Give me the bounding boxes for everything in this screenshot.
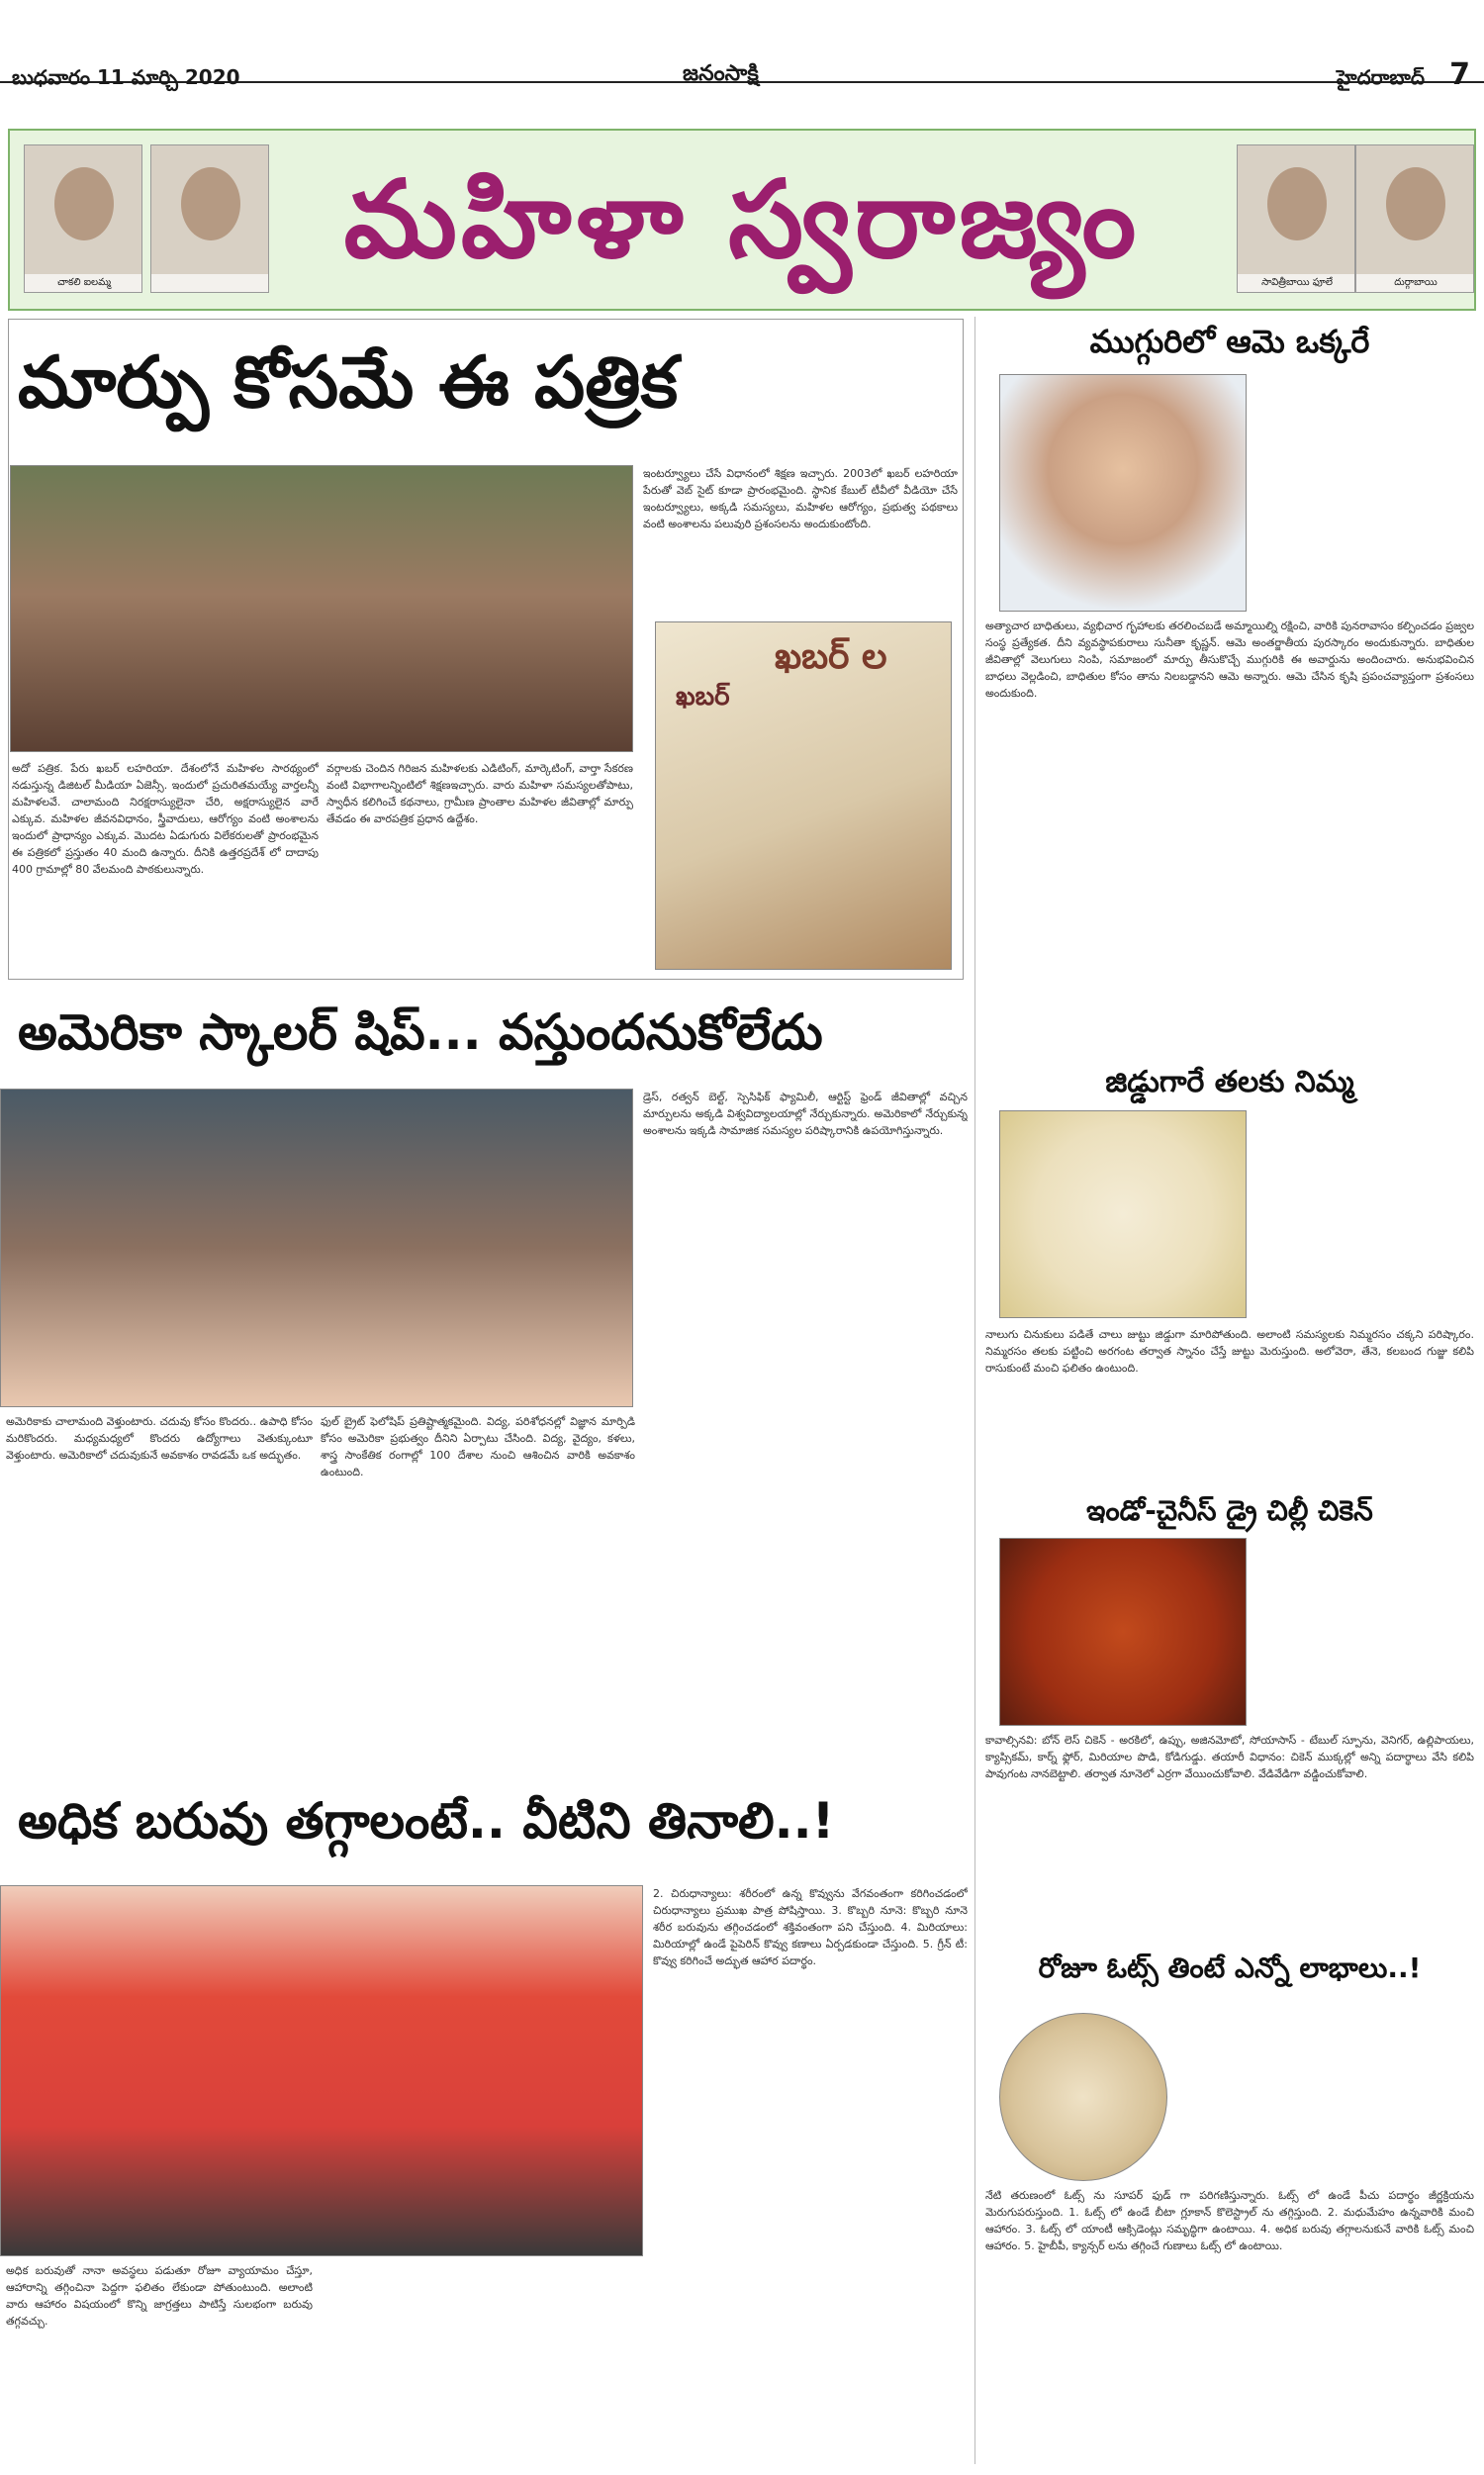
- newspaper-text: ఖబర్: [676, 682, 730, 712]
- chicken-body: కావాల్సినవి: బోన్ లెస్ చికెన్ - అరకిలో, ఉప్పు, అజినమోటో, సోయాసాస్ - టేబుల్ స్పూను, వెనిగర్, ఉల్లిపాయలు, క్యాప్సికమ్, కార్న్ ఫ్లోర్, మిరియాల పొడి, కోడిగుడ్డు. తయారీ విధానం: చికెన్ ముక్కల్లో అన్ని పదార్థాలు వేసి కలిపి పావుగంట నానబెట్టాలి. తర్వాత నూనెలో ఎర్రగా వేయించుకోవాలి. వేడివేడిగా వడ్డించుకోవాలి.: [985, 1734, 1474, 1780]
- photo-measuring-tape: [0, 1885, 643, 2256]
- headline-weight: అధిక బరువు తగ్గాలంటే.. వీటిని తినాలి..!: [18, 1792, 835, 1850]
- portrait-1: చాకలి ఐలమ్మ: [24, 144, 142, 293]
- scholarship-col-1: అమెరికాకు చాలామంది వెళ్తుంటారు. చదువు కోసం కొందరు.. ఉపాధి కోసం మరికొందరు. మధ్యమధ్యలో కొందరు ఉద్యోగాలు వెతుక్కుంటూ వెళ్తుంటారు. అమెరికాలో చదువుకునే అవకాశం రావడమే ఒక అద్భుతం.: [6, 1415, 313, 1462]
- headline-scholarship: అమెరికా స్కాలర్ షిప్... వస్తుందనుకోలేదు: [18, 1003, 823, 1061]
- portrait-4: దుర్గాబాయి: [1355, 144, 1474, 293]
- photo-oats-bowl: [999, 2013, 1167, 2181]
- headline-chicken: ఇండో-చైనీస్ డ్రై చిల్లీ చికెన్: [1086, 1494, 1373, 1527]
- portrait-2: [150, 144, 269, 293]
- scholarship-col-3: డ్రెస్, రత్వన్ బెల్ట్, స్పెసిఫిక్ ఫ్యామిలీ, ఆర్టిస్ట్ ఫ్రెండ్ జీవితాల్లో వచ్చిన మార్పులను అక్కడి విశ్వవిద్యాలయాల్లో నేర్చుకున్నారు. అమెరికాలో నేర్చుకున్న అంశాలను ఇక్కడి సామాజిక సమస్యల పరిష్కారానికి ఉపయోగిస్తున్నారు.: [643, 1091, 968, 1137]
- headline-patrika: మార్పు కోసమే ఈ పత్రిక: [18, 340, 679, 424]
- photo-khabar-newspaper: [655, 621, 952, 970]
- page-number: 7: [1449, 57, 1470, 92]
- photo-lemon-bowl: [999, 1110, 1247, 1318]
- patrika-col-2: వర్గాలకు చెందిన గిరిజన మహిళలకు ఎడిటింగ్, మార్కెటింగ్, వార్తా సేకరణ వంటి విభాగాలన్నింటిలో శిక్షణఇచ్చారు. వారు మహిళా సమస్యలతోపాటు, స్వాధీన కలిగించే కథనాలు, గ్రామీణ ప్రాంతాల మహిళల జీవితాల్లో మార్పు తేవడం ఈ వారపత్రిక ప్రధాన ఉద్దేశం.: [326, 762, 633, 825]
- page-header: [0, 0, 1484, 92]
- column-divider: [974, 317, 975, 2464]
- edition-city: హైదరాబాద్: [1336, 65, 1425, 89]
- muggurilo-body: అత్యాచార బాధితులు, వ్యభిచార గృహాలకు తరలించబడే అమ్మాయిల్ని రక్షించి, వారికి పునరావాసం కల్పించడం ప్రజ్వల సంస్థ ప్రత్యేకత. దీని వ్యవస్థాపకురాలు సునీతా కృష్ణన్. ఆమె అంతర్జాతీయ పురస్కారం అందుకున్నారు. బాధితుల జీవితాల్లో వెలుగులు నింపి, సమాజంలో మార్పు తీసుకొచ్చే ముగ్గురికి ఈ అవార్డును అందించారు. అనుభవించిన బాధలు వెల్లడించి, బాధితుల కోసం తాను నిలబడ్డానని ఆమె అన్నారు. ఆమె చేసిన కృషి ప్రపంచవ్యాప్తంగా ప్రశంసలు అందుకుంది.: [985, 619, 1474, 700]
- photo-sunitha: [999, 374, 1247, 612]
- scholarship-col-2: ఫుల్ బ్రైట్ ఫెలోషిప్ ప్రతిష్టాత్మకమైంది. విద్య, పరిశోధనల్లో విజ్ఞాన మార్పిడి కోసం అమెరికా ప్రభుత్వం దీనిని ఏర్పాటు చేసింది. విద్య, వైద్యం, కళలు, శాస్త్ర సాంకేతిక రంగాల్లో 100 దేశాల నుంచి ఆశించిన వారికి అవకాశం ఉంటుంది.: [321, 1415, 635, 1478]
- issue-date: బుధవారం 11 మార్చి 2020: [12, 65, 240, 89]
- headline-oats: రోజూ ఓట్స్ తింటే ఎన్నో లాభాలు..!: [1038, 1951, 1422, 1984]
- section-title: మహిళా స్వరాజ్యం: [343, 157, 1141, 282]
- patrika-col-1: అదో పత్రిక. పేరు ఖబర్ లహరియా. దేశంలోనే మహిళల సారథ్యంలో నడుస్తున్న డిజిటల్ మీడియా ఏజెన్సీ. ఇందులో ప్రచురితమయ్యే వార్తలన్నీ మహిళలవే. చాలామంది నిరక్షరాస్యులైనా చేరి, అక్షరాస్యులైన వారే ఎక్కువ. మహిళల జీవనవిధానం, స్త్రీవాదులు, ఆరోగ్యం వంటి అంశాలను ఇందులో ప్రాధాన్యం ఎక్కువ. మొదట ఏడుగురు విలేకరులతో ప్రారంభమైన ఈ పత్రికలో ప్రస్తుతం 40 మంది ఉన్నారు. దీనికి ఉత్తరప్రదేశ్ లో దాదాపు 400 గ్రామాల్లో 80 వేలమంది పాఠకులున్నారు.: [12, 762, 319, 876]
- newspaper-logo: జనంసాక్షి: [683, 61, 759, 86]
- weight-col-2: 2. చిరుధాన్యాలు: శరీరంలో ఉన్న కొవ్వును వేగవంతంగా కరిగించడంలో చిరుధాన్యాలు ప్రముఖ పాత్ర పోషిస్తాయి. 3. కొబ్బరి నూనె: కొబ్బరి నూనె శరీర బరువును తగ్గించడంలో శక్తివంతంగా పని చేస్తుంది. 4. మిరియాలు: మిరియాల్లో ఉండే పైపెరిన్ కొవ్వు కణాలు ఏర్పడకుండా చేస్తుంది. 5. గ్రీన్ టీ: కొవ్వు కరిగించే అద్భుత ఆహార పదార్థం.: [653, 1887, 968, 1967]
- oats-body: నేటి తరుణంలో ఓట్స్ ను సూపర్ ఫుడ్ గా పరిగణిస్తున్నారు. ఓట్స్ లో ఉండే పీచు పదార్థం జీర్ణక్రియను మెరుగుపరుస్తుంది. 1. ఓట్స్ లో ఉండే బీటా గ్లూకాన్ కొలెస్ట్రాల్ ను తగ్గిస్తుంది. 2. మధుమేహం ఉన్నవారికి మంచి ఆహారం. 3. ఓట్స్ లో యాంటీ ఆక్సిడెంట్లు సమృద్ధిగా ఉంటాయి. 4. అధిక బరువు తగ్గాలనుకునే వారికి ఓట్స్ మంచి ఆహారం. 5. హైబీపీ, క్యాన్సర్ లను తగ్గించే గుణాలు ఓట్స్ లో ఉంటాయి.: [985, 2189, 1474, 2252]
- khabar-sign-text: ఖబర్ ల: [775, 636, 887, 677]
- section-banner: [8, 129, 1476, 311]
- patrika-col-3: ఇంటర్వ్యూలు చేసే విధానంలో శిక్షణ ఇచ్చారు. 2003లో ఖబర్ లహరియా పేరుతో వెబ్ సైట్ కూడా ప్రారంభమైంది. స్థానిక కేబుల్ టీవీలో వీడియో చేసే ఇంటర్వ్యూలు, అక్కడి సమస్యలు, మహిళల ఆరోగ్యం, ప్రభుత్వ పథకాలు వంటి అంశాలను పలువురి ప్రశంసలను అందుకుంటోంది.: [643, 467, 958, 530]
- headline-nimma: జిడ్డుగారే తలకు నిమ్మ: [1105, 1065, 1354, 1099]
- photo-group-women: [10, 465, 633, 752]
- headline-muggurilo: ముగ్గురిలో ఆమె ఒక్కరే: [1089, 323, 1370, 360]
- photo-chilli-chicken: [999, 1538, 1247, 1726]
- weight-col-1: అధిక బరువుతో నానా అవస్థలు పడుతూ రోజూ వ్యాయామం చేస్తూ, ఆహారాన్ని తగ్గించినా పెద్దగా ఫలితం లేకుండా పోతుంటుంది. అలాంటి వారు ఆహారం విషయంలో కొన్ని జాగ్రత్తలు పాటిస్తే సులభంగా బరువు తగ్గవచ్చు.: [6, 2264, 313, 2328]
- portrait-3: సావిత్రీబాయి ఫూలే: [1237, 144, 1355, 293]
- nimma-body: నాలుగు చినుకులు పడితే చాలు జుట్టు జిడ్డుగా మారిపోతుంది. అలాంటి సమస్యలకు నిమ్మరసం చక్కని పరిష్కారం. నిమ్మరసం తలకు పట్టించి అరగంట తర్వాత స్నానం చేస్తే జుట్టు మెరుస్తుంది. అలోవెరా, తేనె, కలబంద గుజ్జు కలిపి రాసుకుంటే మంచి ఫలితం ఉంటుంది.: [985, 1328, 1474, 1375]
- photo-scholar-woman: [0, 1089, 633, 1407]
